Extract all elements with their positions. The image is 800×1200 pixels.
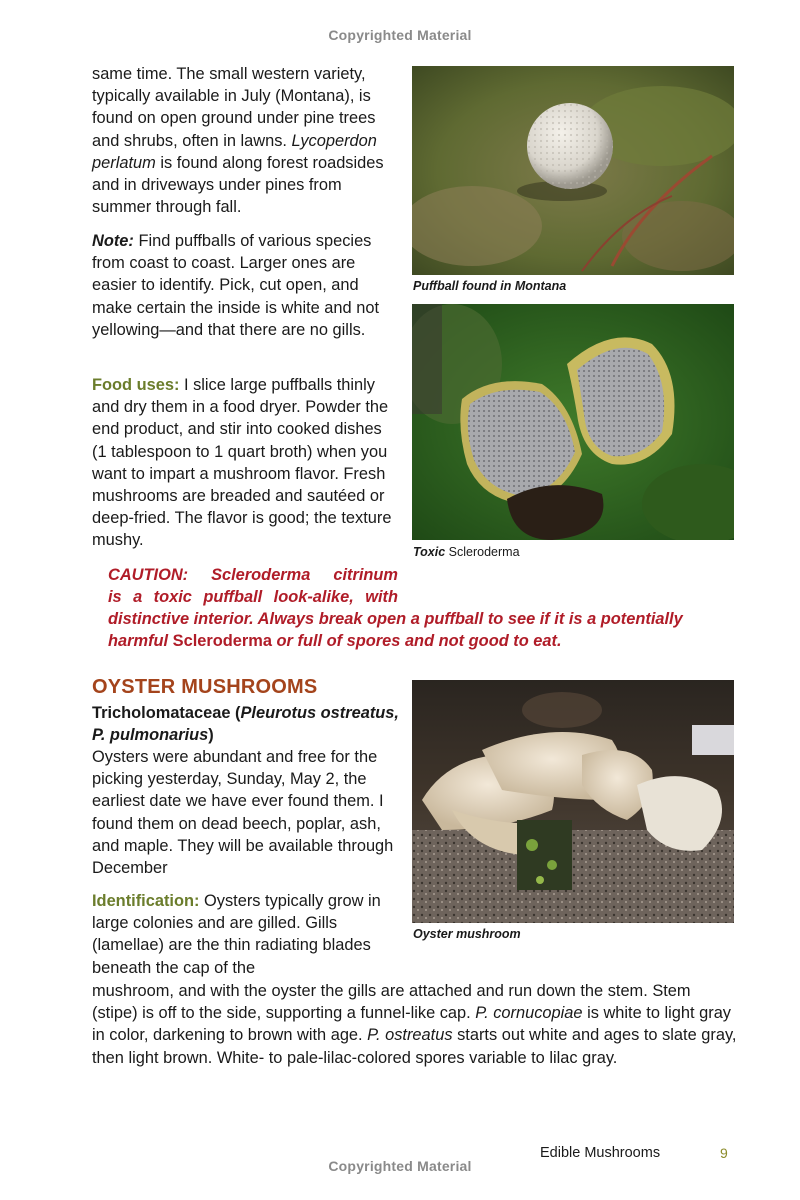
paragraph-text: same time. The small western variety, typically available in July (Montana), is found on open ground under pine trees and shrubs, often in lawns. <box>92 65 376 150</box>
family-name: Tricholomataceae ( <box>92 704 241 722</box>
caution-species: Scleroderma <box>172 632 272 650</box>
section-title: OYSTER MUSHROOMS <box>92 676 318 698</box>
puffball-photo <box>412 66 734 275</box>
identification-label: Identification: <box>92 892 200 910</box>
species-names: Pleurotus ostreatus, P. pulmonarius <box>92 704 399 745</box>
puffball-photo-caption: Puffball found in Montana <box>413 279 567 293</box>
puffball-paragraph <box>92 63 400 218</box>
caution-line-1: CAUTION: Scleroderma citrinum <box>108 566 398 584</box>
caption-italic: Toxic <box>413 545 446 559</box>
species-name: P. ostreatus <box>367 1026 453 1045</box>
caption-species: Scleroderma <box>445 545 520 559</box>
caution-text: or full of spores and not good to eat. <box>271 632 562 650</box>
food-uses-label: Food uses: <box>92 376 180 394</box>
caution-line-3: distinctive interior. Always break open a puffball to see if it is a potentially <box>108 610 683 628</box>
species-name: P. cornucopiae <box>475 1004 583 1023</box>
copyright-header: Copyrighted Material <box>328 27 472 43</box>
oyster-photo-caption: Oyster mushroom <box>413 927 521 941</box>
species-name: Lycoperdon perlatum <box>92 131 377 172</box>
oyster-intro-paragraph: Oysters were abundant and free for the picking yesterday, Sunday, May 2, the earliest date we have ever found them. I found them on dead beech, poplar, ash, and maple. They will be available through December <box>92 748 394 878</box>
caution-line-4 <box>108 630 728 652</box>
paragraph-text: is found along forest roadsides and in driveways under pines from summer through fall. <box>92 153 384 217</box>
footer-section-label: Edible Mushrooms <box>540 1145 661 1161</box>
oyster-mushroom-photo <box>412 680 734 923</box>
scleroderma-photo-caption <box>413 545 520 559</box>
note-paragraph <box>92 230 400 341</box>
family-line <box>92 702 400 746</box>
paragraph-text: is white to light gray in color, darkening to brown with age. <box>92 1004 732 1045</box>
identification-text: Oysters typically grow in large colonies and are gilled. Gills (lamellae) are the thin radiating blades beneath the cap of the <box>92 892 381 977</box>
note-text: Find puffballs of various species from coast to coast. Larger ones are easier to identify. Pick, cut open, and make certain the inside is white and not yellowing—and that there are no gills. <box>92 232 379 339</box>
food-uses-paragraph <box>92 374 400 552</box>
copyright-footer: Copyrighted Material <box>328 1158 472 1174</box>
identification-paragraph-wide <box>92 980 737 1069</box>
caution-text: harmful <box>108 632 173 650</box>
food-uses-text: I slice large puffballs thinly and dry them in a food dryer. Powder the end product, and stir into cooked dishes (1 tablespoon to 1 quart broth) when you want to impart a mushroom flavor. Fresh mushrooms are breaded and sautéed or deep-fried. The flavor is good; the texture mushy. <box>92 376 392 550</box>
paragraph-text: mushroom, and with the oyster the gills are attached and run down the stem. Stem (stipe) is off to the side, supporting a funnel-like cap. <box>92 982 691 1023</box>
family-close: ) <box>208 726 214 745</box>
caution-line-2: is a toxic puffball look-alike, with <box>108 588 398 606</box>
identification-paragraph <box>92 890 400 979</box>
scleroderma-photo <box>412 304 734 540</box>
paragraph-text: starts out white and ages to slate gray, then light brown. White- to pale-lilac-colored spores variable to lilac gray. <box>92 1026 737 1067</box>
note-label: Note: <box>92 232 134 250</box>
page-number: 9 <box>720 1145 728 1161</box>
